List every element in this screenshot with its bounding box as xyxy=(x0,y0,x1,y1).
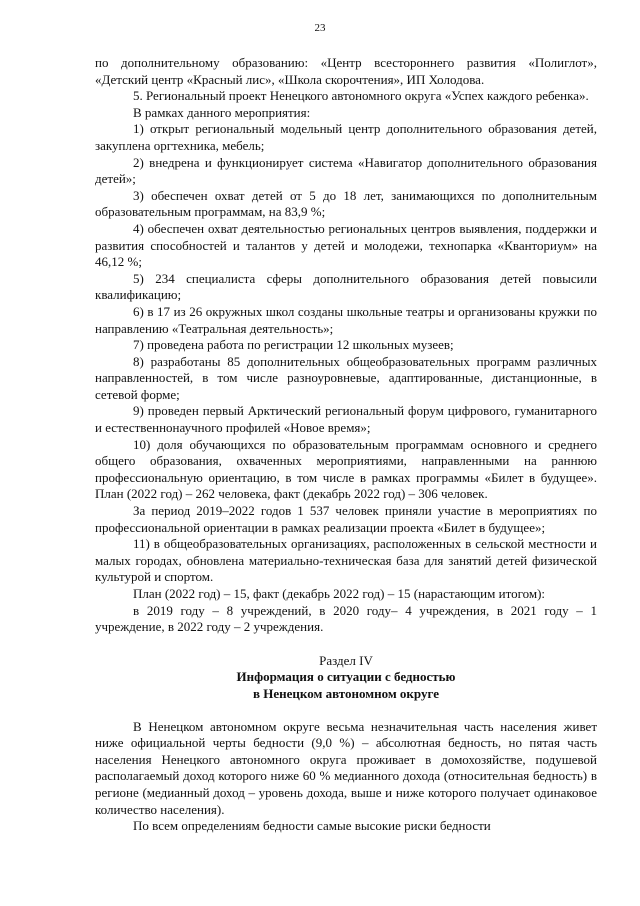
section-label: Раздел IV xyxy=(319,652,373,668)
list-item: 3) обеспечен охват детей от 5 до 18 лет, занимающихся по дополнительным образовательным программам, на 83,9 %; xyxy=(95,187,597,220)
paragraph: План (2022 год) – 15, факт (декабрь 2022 год) – 15 (нарастающим итогом): xyxy=(133,586,546,601)
list-item: 11) в общеобразовательных организациях, расположенных в сельской местности и малых городах, обновлена материально-техническая база для занятий детей физической культурой и спортом. xyxy=(95,536,597,585)
list-item: 6) в 17 из 26 окружных школ созданы школьные театры и организованы кружки по направлению «Театральная деятельность»; xyxy=(95,303,597,336)
list-item: 2) внедрена и функционирует система «Навигатор дополнительного образования детей»; xyxy=(95,154,597,187)
list-item: 8) разработаны 85 дополнительных общеобразовательных программ различных направленностей, в том числе разноуровневые, адаптированные, дистанционные, в сетевой форме; xyxy=(95,353,597,402)
paragraph: В рамках данного мероприятия: xyxy=(133,104,311,120)
paragraph: По всем определениям бедности самые высокие риски бедности xyxy=(133,818,491,834)
section-title-line-2: в Ненецком автономном округе xyxy=(253,685,439,701)
list-item: 9) проведен первый Арктический региональный форум цифрового, гуманитарного и естественнонаучного профилей «Новое время»; xyxy=(95,403,597,436)
list-item: 1) открыт региональный модельный центр дополнительного образования детей, закуплена оргтехника, мебель; xyxy=(95,121,597,153)
list-item: 5) 234 специалиста сферы дополнительного образования детей повысили квалификацию; xyxy=(95,270,597,303)
paragraph: За период 2019–2022 годов 1 537 человек приняли участие в мероприятиях по профессиональной ориентации в рамках реализации проекта «Билет в будущее»; xyxy=(95,503,597,535)
document-body xyxy=(95,55,597,835)
section-heading xyxy=(95,653,597,703)
section-title-line-1: Информация о ситуации с бедностью xyxy=(236,669,456,685)
list-item: 7) проведена работа по регистрации 12 школьных музеев; xyxy=(133,337,454,353)
list-item: 10) доля обучающихся по образовательным программам основного и среднего общего образования, охваченных мероприятиями, направленными на раннюю профессиональную ориентацию, в том числе в рамках программы «Билет в будущее». План (2022 год) – 262 человека, факт (декабрь 2022 год) – 306 человек. xyxy=(95,436,597,502)
paragraph: в 2019 году – 8 учреждений, в 2020 году– 4 учреждения, в 2021 году – 1 учреждение, в 2022 году – 2 учреждения. xyxy=(95,602,597,635)
paragraph: 5. Региональный проект Ненецкого автономного округа «Успех каждого ребенка». xyxy=(133,88,589,104)
list-item: 4) обеспечен охват деятельностью региональных центров выявления, поддержки и развития способностей и талантов у детей и молодежи, технопарка «Кванториум» на 46,12 %; xyxy=(95,220,597,270)
paragraph: В Ненецком автономном округе весьма незначительная часть населения живет ниже официальной черты бедности (9,0 %) – абсолютная бедность, но пятая часть населения Ненецкого автономного округа проживает в домохозяйстве, подушевой располагаемый доход которого ниже 60 % медианного дохода (относительная бедность) в регионе (медианный доход – уровень дохода, выше и ниже которого получает одинаковое количество населения). xyxy=(95,718,597,817)
page-number: 23 xyxy=(314,22,326,34)
paragraph: по дополнительному образованию: «Центр всестороннего развития «Полиглот», «Детский центр «Красный лис», «Школа скорочтения», ИП Холодова. xyxy=(95,55,597,87)
